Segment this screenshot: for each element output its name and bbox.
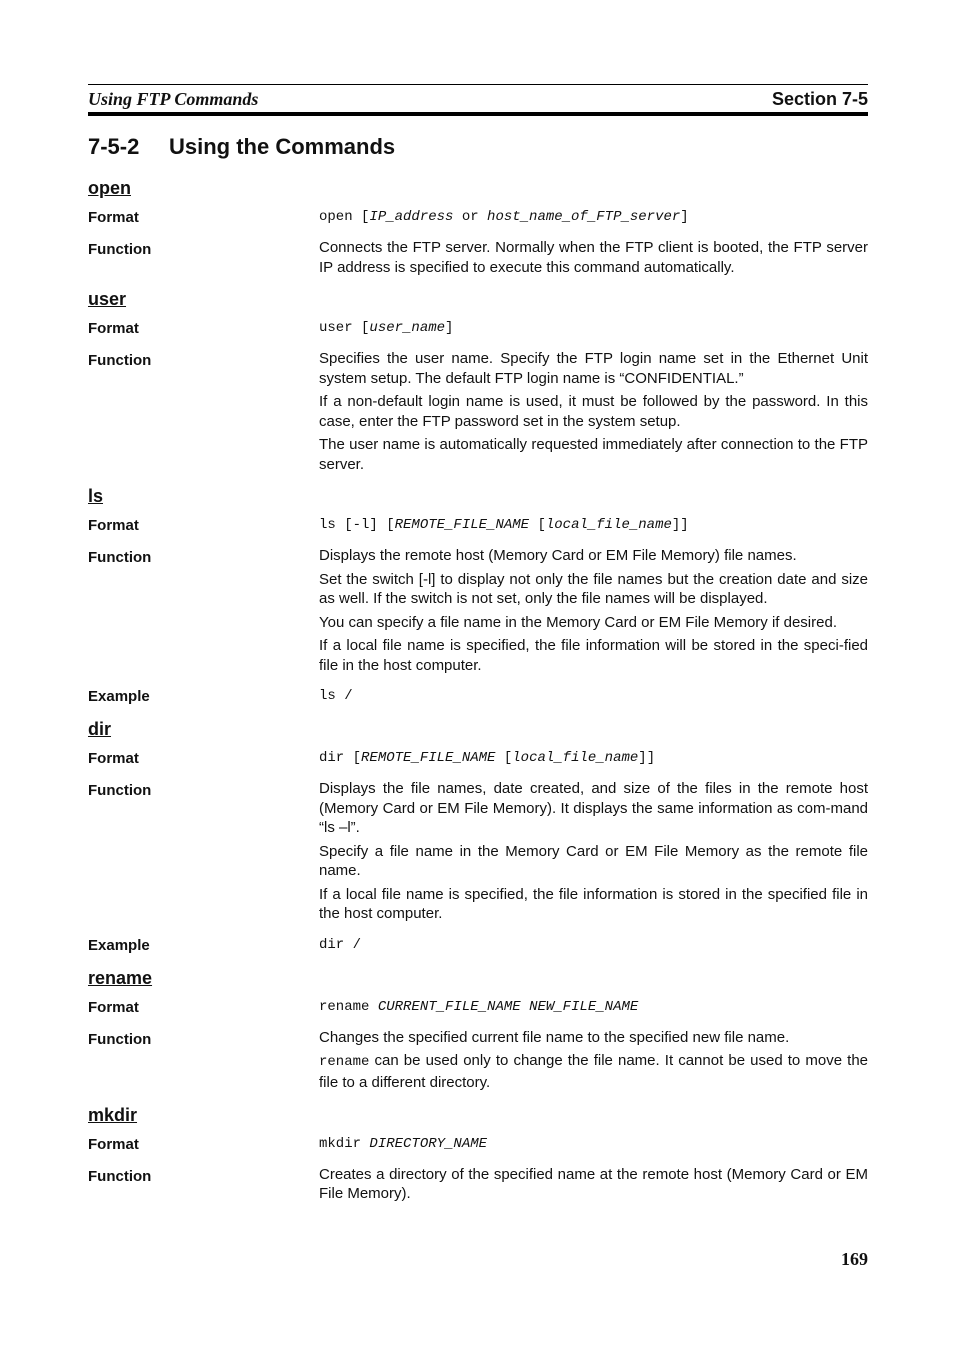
paragraph: Connects the FTP server. Normally when the FTP client is booted, the FTP server IP address is specified to execute this command automatically. [319, 239, 868, 276]
header-rule-bottom [88, 112, 868, 116]
function-row [88, 779, 868, 924]
function-row [88, 546, 868, 675]
example-row [88, 685, 868, 707]
heading-number: 7-5-2 [88, 134, 140, 159]
format-row [88, 996, 868, 1018]
function-row [88, 1165, 868, 1204]
format-label: Format [88, 750, 139, 767]
command-rename [88, 966, 868, 1093]
format-label: Format [88, 209, 139, 226]
command-title: user [88, 289, 127, 309]
section-label: Section 7-5 [771, 89, 868, 109]
paragraph: Displays the file names, date created, and size of the files in the remote host (Memory Card or EM File Memory). It displays the same information as com-mand “ls –l”. [319, 780, 868, 836]
function-text [319, 238, 868, 277]
function-row [88, 238, 868, 277]
format-row [88, 1133, 868, 1155]
format-row [88, 514, 868, 536]
format-syntax: open [IP_address or host_name_of_FTP_server] [319, 209, 689, 225]
paragraph: The user name is automatically requested immediately after connection to the FTP server. [319, 436, 868, 473]
command-title: rename [88, 967, 153, 988]
command-title: mkdir [88, 1104, 138, 1125]
command-open [88, 176, 868, 277]
format-label: Format [88, 517, 139, 534]
paragraph: If a local file name is specified, the file information is stored in the specified file in the host computer. [319, 885, 868, 922]
format-syntax: user [user_name] [319, 320, 454, 336]
function-row [88, 1028, 868, 1093]
function-label: Function [88, 241, 152, 258]
format-syntax: rename CURRENT_FILE_NAME NEW_FILE_NAME [319, 998, 639, 1015]
paragraph: Changes the specified current file name to the specified new file name. [319, 1028, 790, 1046]
paragraph: Specifies the user name. Specify the FTP login name set in the Ethernet Unit system setup. The default FTP login name is “CONFIDENTIAL.” [319, 350, 868, 387]
function-label: Function [88, 1030, 152, 1048]
example-code: ls / [319, 688, 353, 704]
command-ls [88, 484, 868, 707]
paragraph: If a local file name is specified, the file information will be stored in the speci-fied file in the host computer. [319, 637, 868, 674]
format-label: Format [88, 998, 139, 1016]
function-label: Function [88, 1167, 152, 1185]
heading-title: Using the Commands [169, 134, 396, 159]
format-row [88, 747, 868, 769]
format-syntax: mkdir DIRECTORY_NAME [319, 1135, 488, 1152]
command-title: ls [88, 486, 104, 506]
inline-code: rename [319, 1054, 370, 1070]
function-label: Function [88, 549, 152, 566]
command-user [88, 287, 868, 474]
function-text [319, 779, 868, 924]
format-label: Format [88, 1135, 139, 1153]
command-title: open [88, 178, 131, 198]
function-text [319, 1028, 868, 1093]
function-row [88, 349, 868, 474]
running-title: Using FTP Commands [88, 89, 259, 109]
format-label: Format [88, 320, 139, 337]
header-rule-top [88, 84, 868, 85]
format-syntax: dir [REMOTE_FILE_NAME [local_file_name]] [319, 750, 656, 766]
page-number: 169 [841, 1249, 868, 1269]
paragraph: Displays the remote host (Memory Card or EM File Memory) file names. [319, 547, 797, 564]
function-text [319, 546, 868, 675]
command-mkdir [88, 1103, 868, 1204]
function-label: Function [88, 352, 152, 369]
paragraph: If a non-default login name is used, it must be followed by the password. In this case, enter the FTP password set in the system setup. [319, 393, 868, 430]
example-row [88, 934, 868, 956]
example-label: Example [88, 936, 150, 954]
command-dir [88, 717, 868, 956]
paragraph: Creates a directory of the specified name at the remote host (Memory Card or EM File Memory). [319, 1165, 868, 1202]
format-syntax: ls [-l] [REMOTE_FILE_NAME [local_file_name]] [319, 517, 689, 533]
function-label: Function [88, 782, 152, 799]
function-text [319, 1165, 868, 1204]
format-row [88, 317, 868, 339]
format-row [88, 206, 868, 228]
function-text [319, 349, 868, 474]
section-heading [88, 134, 395, 160]
example-code: dir / [319, 936, 362, 953]
command-title: dir [88, 719, 112, 739]
example-label: Example [88, 688, 150, 705]
paragraph: rename can be used only to change the file name. It cannot be used to move the file to a different directory. [319, 1052, 868, 1091]
paragraph: Specify a file name in the Memory Card or EM File Memory as the remote file name. [319, 842, 868, 879]
paragraph: You can specify a file name in the Memory Card or EM File Memory if desired. [319, 613, 837, 631]
commands-list [88, 176, 868, 1214]
paragraph: Set the switch [-l] to display not only the file names but the creation date and size as well. If the switch is not set, only the file names will be displayed. [319, 570, 868, 607]
